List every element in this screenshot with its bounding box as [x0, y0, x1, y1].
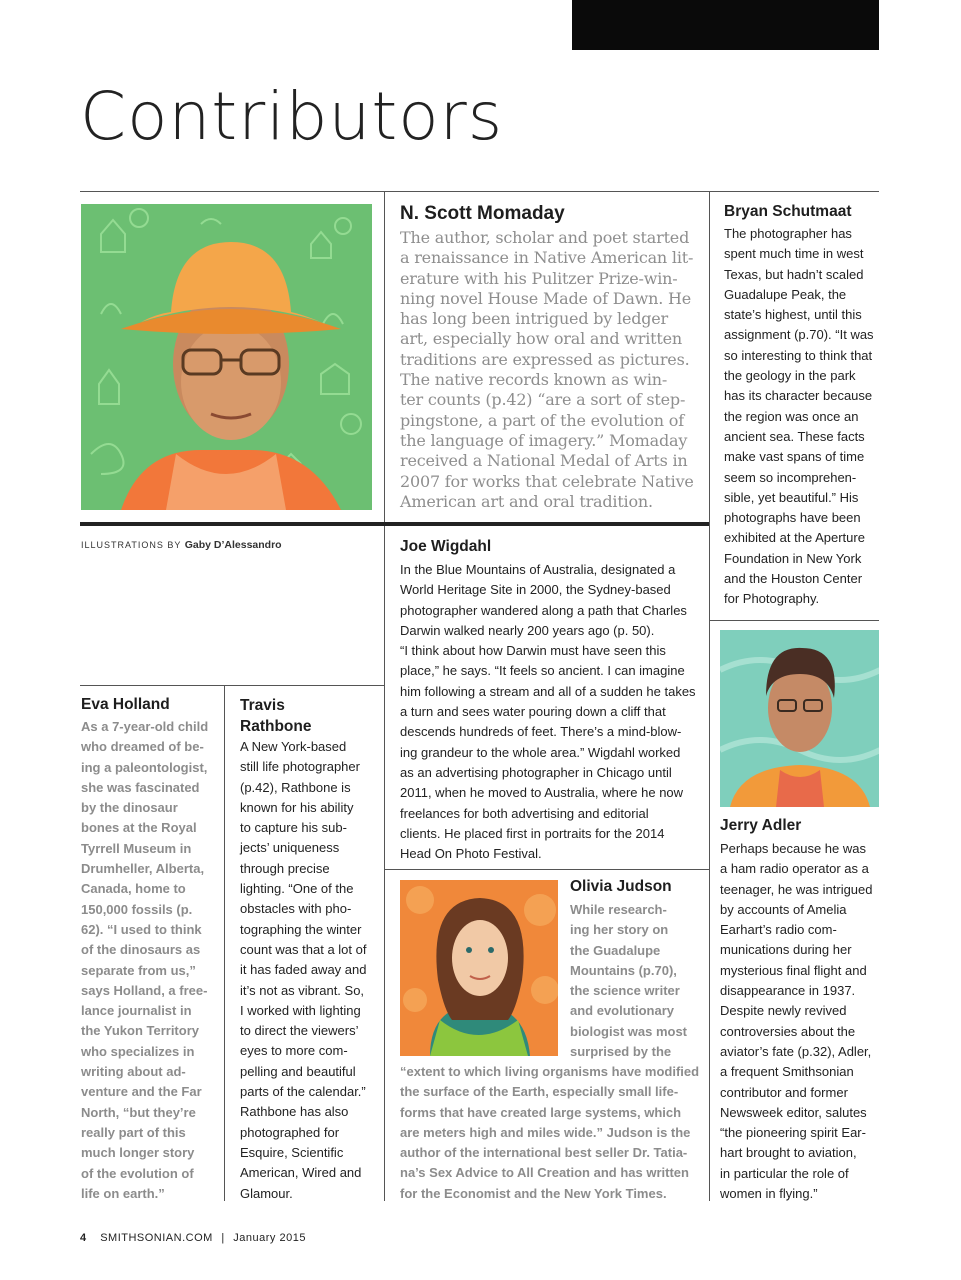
judson-name: Olivia Judson	[570, 878, 672, 895]
holland-bio: As a 7-year-old child who dreamed of be- ing a paleontologist, she was fascinated by the dinosaur bones at the Royal Tyrrell Museum in Drumheller, Alberta, Canada, home to 150,000 fossils (p. 62). “I used to think of the dinosaurs as separate from us,” says Holland, a free- lance journalist in the Yukon Territory who specializes in writing about ad- venture and the Far North, “but they’re really part of this much longer story of the evolution of life on earth.”	[81, 719, 209, 1201]
footer-site: SMITHSONIAN.COM	[100, 1232, 213, 1244]
bio-line: The author, scholar and poet started	[400, 228, 690, 247]
bio-line: art, especially how oral and written	[400, 329, 682, 349]
momaday-portrait	[81, 204, 372, 510]
bio-line: pingstone, a part of the evolution of	[400, 410, 684, 430]
momaday-bio	[400, 228, 705, 512]
wigdahl-name: Joe Wigdahl	[400, 538, 492, 555]
footer	[80, 1232, 306, 1244]
bio-line: received a National Medal of Arts in	[400, 451, 688, 471]
judson-bio-short: While research- ing her story on the Guadalupe Mountains (p.70), the science writer and evolutionary biologist was most surprised by the	[570, 902, 688, 1060]
bio-line: American art and oral tradition.	[400, 491, 653, 511]
bio-line: erature with his Pulitzer Prize-win-	[400, 268, 678, 288]
illustration-credit	[81, 539, 282, 551]
bio-line: has long been intrigued by ledger	[400, 309, 669, 329]
thick-rule	[80, 522, 709, 526]
rule-wigdahl-bottom	[384, 869, 709, 870]
column-divider-2	[709, 191, 710, 1201]
footer-date: January 2015	[233, 1232, 306, 1244]
rathbone-name: Travis Rathbone	[240, 697, 312, 735]
schutmaat-name: Bryan Schutmaat	[724, 203, 852, 220]
adler-name: Jerry Adler	[720, 817, 802, 834]
credit-prefix: ILLUSTRATIONS BY	[81, 540, 182, 550]
holland-name: Eva Holland	[81, 696, 170, 713]
rathbone-bio: A New York-based still life photographer (p.42), Rathbone is known for his ability to capture his sub- jects’ uniqueness through precise lighting. “One of the obstacles with pho- tographing the winter count was that a lot of it has faded away and it’s not as vibrant. So, I worked with lighting to direct the viewers’ eyes to more com- pelling and beautiful parts of the calendar.” Rathbone has also photographed for Esquire, Scientific American, Wired and Glamour.	[240, 739, 367, 1201]
bio-line: ter counts (p.42) “are a sort of step-	[400, 390, 686, 410]
bio-line: the language of imagery.” Momaday	[400, 430, 688, 450]
adler-portrait	[720, 630, 879, 807]
adler-bio: Perhaps because he was a ham radio operator as a teenager, he was intrigued by accounts of Amelia Earhart’s radio com- munications during her mysterious final flight and disappearance in 1937. Despite newly revived controversies about the aviator’s fate (p.32), Adler, a frequent Smithsonian contributor and former Newsweek editor, salutes “the pioneering spirit Ear- hart brought to aviation, in particular the role of women in flying.”	[720, 841, 873, 1202]
page-title: Contributors	[80, 78, 504, 155]
column-divider-left	[224, 685, 225, 1201]
credit-name: Gaby D’Alessandro	[184, 539, 282, 551]
top-rule	[80, 191, 879, 192]
top-black-bar	[572, 0, 879, 50]
page-number: 4	[80, 1232, 87, 1244]
column-divider-1	[384, 191, 385, 1201]
judson-bio-wide: “extent to which living organisms have modified the surface of the Earth, especially small life- forms that have created large systems, which are meters high and miles wide.” Judson is the author of the international best seller Dr. Tatia- na’s Sex Advice to All Creation and has written for the Economist and the New York Times.	[400, 1064, 700, 1201]
bio-line: 2007 for works that celebrate Native	[400, 471, 694, 491]
bio-line: traditions are expressed as pictures.	[400, 349, 690, 369]
rule-left-mid	[80, 685, 384, 686]
schutmaat-bio: The photographer has spent much time in west Texas, but hadn’t scaled Guadalupe Peak, the state’s highest, until this assignment (p.70). “It was so interesting to think that the geology in the park has its character because the region was once an ancient sea. These facts make vast spans of time seem so incomprehen- sible, yet beautiful.” His photographs have been exhibited at the Aperture Foundation in New York and the Houston Center for Photography.	[724, 226, 874, 607]
judson-portrait	[400, 880, 558, 1056]
footer-separator: |	[221, 1232, 225, 1244]
bio-line: ning novel House Made of Dawn. He	[400, 288, 692, 308]
wigdahl-bio: In the Blue Mountains of Australia, designated a World Heritage Site in 2000, the Sydney-based photographer wandered along a path that Charles Darwin walked nearly 200 years ago (p. 50). “I think about how Darwin must have seen this place,” he says. “It feels so ancient. I can imagine him following a stream and all of a sudden he takes a turn and sees water pouring down a cliff that descends hundreds of feet. There’s a mind-blow- ing grandeur to the whole area.” Wigdahl worked as an advertising photographer in Chicago until 2011, when he moved to Australia, where he now freelances for both advertising and editorial clients. He placed first in portraits for the 2014 Head On Photo Festival.	[400, 562, 696, 862]
rule-schutmaat-bottom	[709, 620, 879, 621]
bio-line: The native records known as win-	[400, 370, 668, 390]
momaday-name: N. Scott Momaday	[400, 203, 565, 224]
bio-line: a renaissance in Native American lit-	[400, 248, 694, 268]
